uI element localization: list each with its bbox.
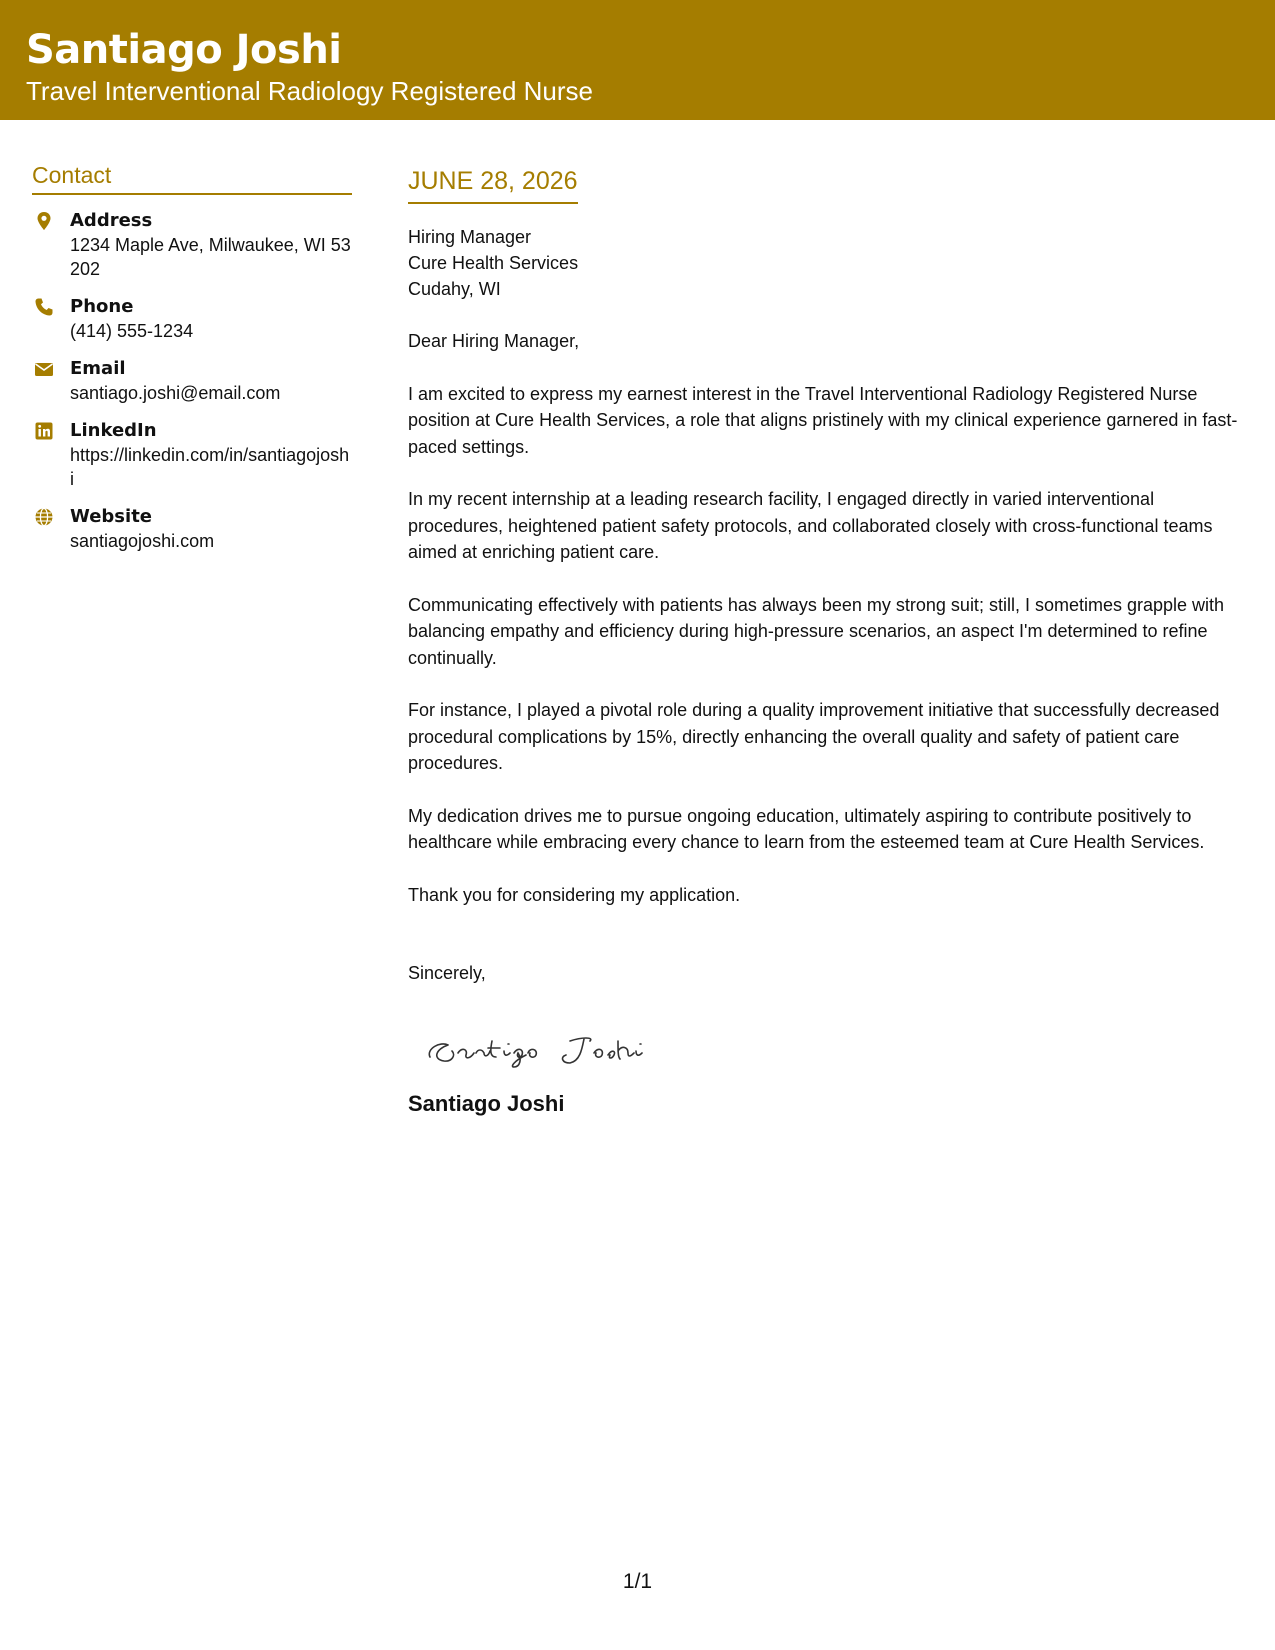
- header-banner: [0, 0, 1275, 120]
- closing: Sincerely,: [408, 963, 486, 983]
- recipient-block: [408, 224, 1240, 302]
- applicant-name: Santiago Joshi: [26, 27, 342, 73]
- job-title: Travel Interventional Radiology Registered Nurse: [26, 76, 593, 106]
- email-label: Email: [70, 358, 126, 379]
- contact-item-address: [32, 209, 352, 281]
- page-number: 1/1: [622, 1570, 653, 1593]
- contact-item-email: [32, 357, 352, 405]
- signer-name: Santiago Joshi: [408, 1090, 565, 1116]
- contact-item-linkedin: [32, 419, 352, 491]
- address-value: 1234 Maple Ave, Milwaukee, WI 53202: [70, 235, 351, 279]
- letter-paragraph: Thank you for considering my application.: [408, 884, 741, 905]
- signature-image: [422, 1015, 682, 1071]
- linkedin-icon: [34, 421, 54, 441]
- website-label: Website: [70, 506, 153, 527]
- letter-paragraph: For instance, I played a pivotal role during a quality improvement initiative that successfully decreased procedural complications by 15%, directly enhancing the overall quality and safety of patient care procedures.: [408, 700, 1220, 773]
- letter-paragraph: In my recent internship at a leading research facility, I engaged directly in varied interventional procedures, heightened patient safety protocols, and collaborated closely with cross-functional teams aimed at enriching patient care.: [408, 489, 1213, 562]
- recipient-line: Cudahy, WI: [408, 279, 501, 299]
- website-value[interactable]: santiagojoshi.com: [70, 531, 215, 551]
- letter-paragraph: My dedication drives me to pursue ongoing education, ultimately aspiring to contribute positively to healthcare while embracing every chance to learn from the esteemed team at Cure Health Services.: [408, 805, 1205, 852]
- phone-label: Phone: [70, 296, 134, 317]
- phone-value: (414) 555-1234: [70, 321, 194, 341]
- letter-paragraph: Communicating effectively with patients has always been my strong suit; still, I sometimes grapple with balancing empathy and efficiency during high-pressure scenarios, an aspect I'm determined to refine continually.: [408, 594, 1225, 668]
- contact-heading: Contact: [32, 162, 352, 195]
- recipient-line: Hiring Manager: [408, 227, 532, 247]
- letter-date: JUNE 28, 2026: [408, 166, 578, 204]
- recipient-line: Cure Health Services: [408, 253, 579, 273]
- letter-body: [408, 166, 1240, 1119]
- envelope-icon: [34, 359, 54, 379]
- map-pin-icon: [34, 211, 54, 231]
- linkedin-label: LinkedIn: [70, 420, 157, 441]
- contact-item-phone: [32, 295, 352, 343]
- email-value[interactable]: santiago.joshi@email.com: [70, 383, 281, 403]
- contact-sidebar: [32, 162, 352, 567]
- handwritten-signature: [422, 1015, 1240, 1065]
- contact-item-website: [32, 505, 352, 553]
- salutation: Dear Hiring Manager,: [408, 331, 580, 351]
- globe-icon: [34, 507, 54, 527]
- linkedin-value[interactable]: https://linkedin.com/in/santiagojoshi: [70, 445, 350, 489]
- address-label: Address: [70, 210, 153, 231]
- letter-paragraph: I am excited to express my earnest interest in the Travel Interventional Radiology Registered Nurse position at Cure Health Services, a role that aligns pristinely with my clinical experience garnered in fast-paced settings.: [408, 383, 1238, 457]
- phone-icon: [34, 297, 54, 317]
